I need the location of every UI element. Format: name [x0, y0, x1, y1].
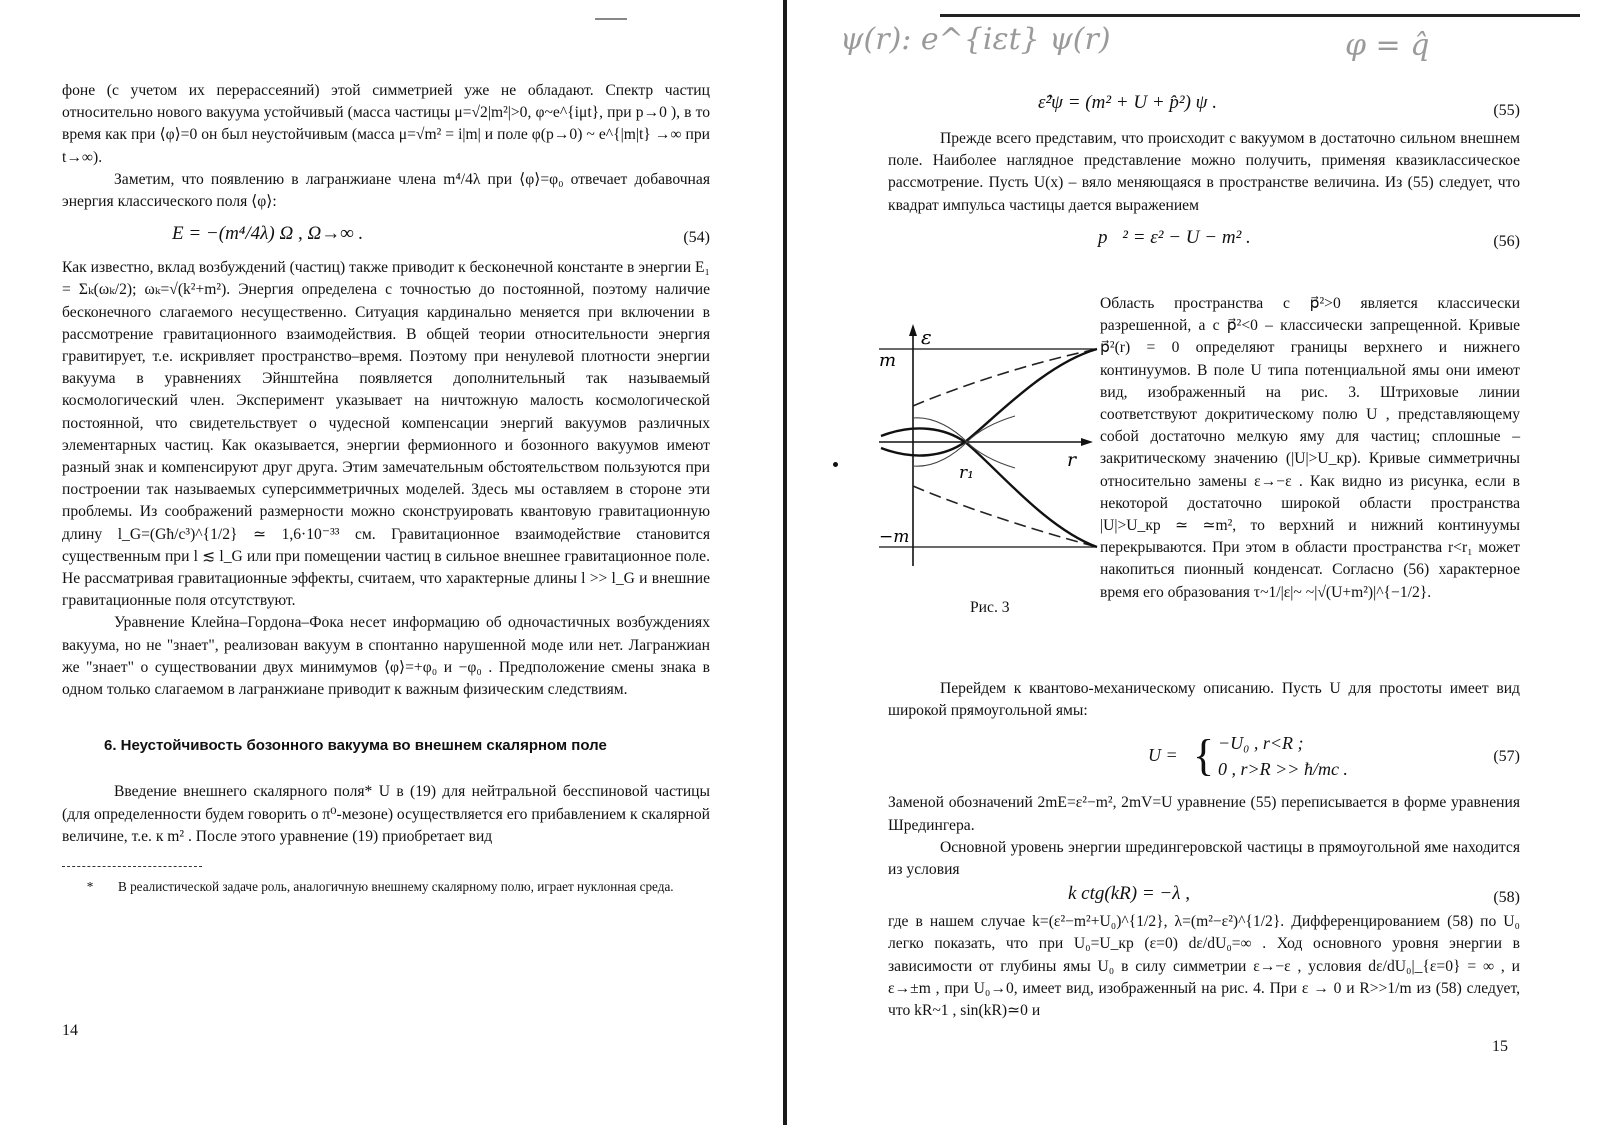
dashed-upper-curve: [913, 349, 1097, 406]
equation-lhs: U =: [1148, 745, 1178, 766]
equation-56: [888, 225, 1520, 255]
equation-number: (56): [1493, 232, 1520, 250]
equation-line: 0 , r>R >> ħ/mc .: [1218, 759, 1348, 780]
equation-formula: p⃗² = ε² − U − m² .: [1098, 226, 1251, 248]
equation-55: [888, 92, 1520, 122]
axis-label-r: r: [1067, 449, 1077, 471]
label-r1: r₁: [959, 463, 974, 483]
footnote-text: В реалистической задаче роль, аналогичную внешнему скалярному полю, играет нуклонная среда.: [118, 879, 674, 895]
figure-caption: Рис. 3: [970, 599, 1010, 616]
x-axis-arrow: [1081, 438, 1093, 446]
label-m: m: [879, 350, 897, 371]
paragraph: Введение внешнего скалярного поля* U в (19) для нейтральной бесспиновой частицы (для определенности будем говорить о π⁰-мезоне) осуществляется его прибавлением к скалярной величине, т.е. к m² . После этого уравнение (19) приобретает вид: [62, 783, 710, 845]
left-text-column: [62, 80, 710, 897]
handwritten-note: φ = q̂: [1345, 28, 1430, 63]
y-axis-arrow: [909, 324, 917, 336]
figure-3-diagram: [875, 318, 1105, 578]
equation-number: (58): [1493, 889, 1520, 907]
right-lower-column: [888, 678, 1520, 1022]
paragraph: Заметим, что появлению в лагранжиане члена m⁴/4λ при ⟨φ⟩=φ₀ отвечает добавочная энергия классического поля ⟨φ⟩:: [62, 170, 710, 211]
book-gutter: [783, 0, 787, 1125]
right-text-column: [888, 92, 1520, 255]
equation-number: (54): [683, 229, 710, 247]
equation-number: (55): [1493, 102, 1520, 119]
paragraph: где в нашем случае k=(ε²−m²+U₀)^{1/2}, λ=(m²−ε²)^{1/2}. Дифференцированием (58) по U₀ легко показать, что при U₀=U_кр (ε=0) dε/dU₀=∞ . Ход основного уровня энергии в зависимости от глубины ямы U₀ в силу симметрии ε→−ε , условия dε/dU₀|_{ε=0} = ∞ , и ε→±m , при U₀→0, имеет вид, изображенный на рис. 4. При ε → 0 и R>>1/m из (58) следует, что kR~1 , sin(kR)≃0 и: [888, 913, 1520, 1020]
equation-formula: k ctg(kR) = −λ ,: [1068, 883, 1190, 905]
equation-58: [888, 881, 1520, 911]
footnote-rule: [62, 866, 202, 867]
footnote-mark: *: [86, 879, 94, 895]
brace: {: [1193, 731, 1215, 781]
equation-formula: E = −(m⁴/4λ) Ω , Ω→∞ .: [172, 223, 364, 245]
page-number: 15: [1492, 1038, 1508, 1055]
paragraph: Прежде всего представим, что происходит с вакуумом в достаточно сильном внешнем поле. Наиболее наглядное представление можно получить, применяя квазиклассическое рассмотрение. Пусть U(x) – вяло меняющаяся в пространстве величина. Из (55) следует, что квадрат импульса частицы дается выражением: [888, 130, 1520, 214]
section-title: 6. Неустойчивость бозонного вакуума во внешнем скалярном поле: [104, 737, 607, 755]
footnote: [62, 877, 710, 897]
paragraph: Как известно, вклад возбуждений (частиц) также приводит к бесконечной константе в энергии E₁ = Σₖ(ωₖ/2); ωₖ=√(k²+m²). Энергия определена с точностью до постоянной, поэтому наличие бесконечного слагаемого несущественно. Ситуация кардинально меняется при включении в рассмотрение гравитационного взаимодействия. В общей теории относительности энергия гравитирует, т.е. искривляет пространство–время. Поэтому при ненулевой плотности энергии вакуума в уравнениях Эйнштейна появляется дополнительный так называемый космологический член. Эксперимент указывает на ничтожную малость космологической постоянной, что свидетельствует о чудесной компенсации энергий вакуумов различных элементарных частиц. Как оказывается, энергии фермионного и бозонного вакуумов имеют разный знак и компенсируют друг друга. Этим замечательным обстоятельством пользуются при построении так называемых суперсимметричных моделей. Здесь мы оставляем в стороне эти проблемы. Из соображений размерности можно сконструировать квантовую гравитационную длину l_G=(Għ/c³)^{1/2} ≃ 1,6·10⁻³³ см. Гравитационное взаимодействие становится существенным при l ≲ l_G или при помещении частиц в сильное внешнее гравитационное поле. Не рассматривая гравитационные эффекты, считаем, что характерные длины l >> l_G и внешние гравитационные поля отсутствуют.: [62, 259, 710, 610]
dashed-lower-curve: [913, 486, 1097, 547]
equation-57: [888, 732, 1520, 784]
left-page: [0, 0, 760, 1125]
paragraph: Уравнение Клейна–Гордона–Фока несет информацию об одночастичных возбуждениях вакуума, но не "знает", реализован вакуум в спонтанно нарушенной моде или нет. Лагранжиан же "знает" о существовании двух минимумов ⟨φ⟩=+φ₀ и −φ₀ . Предположение смены знака в одном только слагаемом в лагранжиане приводит к важным физическим следствиям.: [62, 614, 710, 699]
top-rule: [595, 18, 627, 20]
equation-line: −U₀ , r<R ;: [1218, 733, 1304, 754]
paragraph: Основной уровень энергии шредингеровской частицы в прямоугольной яме находится из условия: [888, 838, 1520, 879]
equation-54: [62, 221, 710, 251]
paragraph: Перейдем к квантово-механическому описанию. Пусть U для простоты имеет вид широкой прямоугольной ямы:: [888, 680, 1520, 720]
axis-label-epsilon: ε: [921, 325, 932, 349]
paragraph: Заменой обозначений 2mE=ε²−m², 2mV=U уравнение (55) переписывается в форме уравнения Шредингера.: [888, 794, 1520, 834]
handwritten-note: ψ(r): e^{iεt} ψ(r): [840, 22, 1111, 57]
equation-formula: ε̂²ψ = (m² + U + p̂²) ψ .: [1038, 92, 1217, 113]
equation-number: (57): [1493, 748, 1520, 766]
label-minus-m: −m: [879, 527, 910, 547]
figure-side-text: Область пространства с p⃗²>0 является классически разрешенной, а с p⃗²<0 – классически запрещенной. Кривые p⃗²(r) = 0 определяют границы верхнего и нижнего континуумов. В поле U типа потенциальной ямы они имеют вид, изображенный на рис. 3. Штриховые линии соответствуют докритическому полю U , представляющему собой достаточно мелкую яму для частиц; сплошные – закритическому значению (|U|>U_кр). Кривые симметричны относительно замены ε→−ε . Как видно из рисунка, если в некоторой достаточно широкой области пространства |U|>U_кр ≃ ≃m², то верхний и нижний континуумы перекрываются. При этом в области пространства r<r₁ может накопиться пионный конденсат. Согласно (56) характерное время его образования τ~1/|ε|~ ~|√(U+m²)|^{−1/2}.: [1100, 295, 1520, 601]
page-number: 14: [62, 1022, 78, 1039]
paragraph: фоне (с учетом их перерассеяний) этой симметрией уже не обладают. Спектр частиц относительно нового вакуума устойчивый (масса частицы μ=√2|m²|>0, φ~e^{iμt}, при p→0 ), в то время как при ⟨φ⟩=0 он был неустойчивым (масса μ=√m² = i|m| и поле φ(p→0) ~ e^{|m|t} →∞ при t→∞).: [62, 82, 710, 166]
